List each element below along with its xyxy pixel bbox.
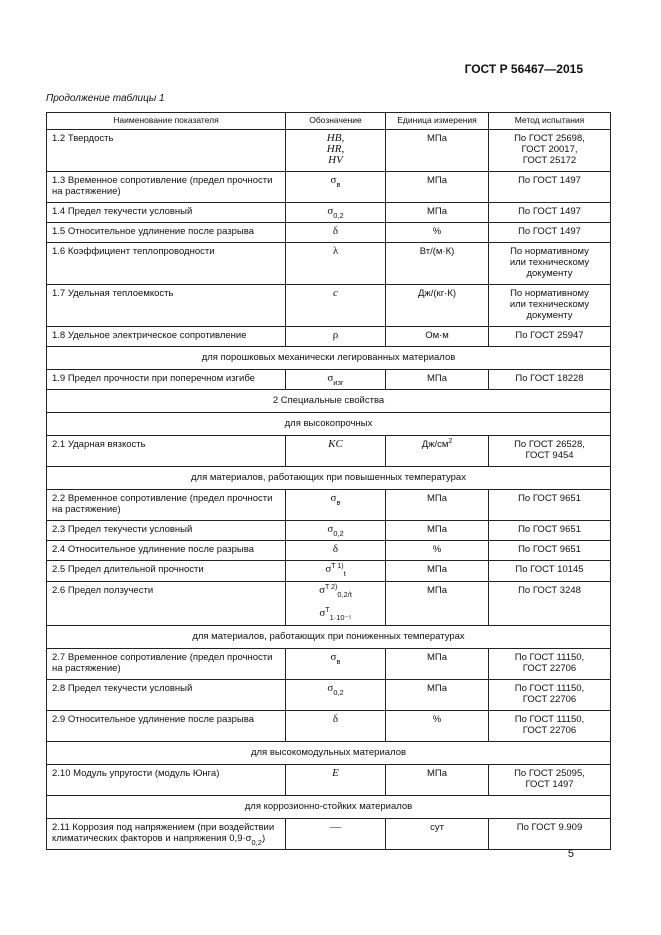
test-method: По нормативному [510, 246, 589, 257]
designation-cell [286, 819, 386, 850]
table-row [47, 223, 611, 243]
designation-cell [286, 561, 386, 582]
unit-value: МПа [426, 493, 448, 504]
test-method: По ГОСТ 25947 [515, 330, 584, 341]
designation-symbol: — [330, 821, 341, 833]
unit-cell [386, 223, 489, 243]
test-method: По ГОСТ 25095, [514, 768, 585, 779]
test-method: По ГОСТ 18228 [515, 373, 584, 384]
section-row [47, 347, 611, 370]
table-row [47, 582, 611, 626]
test-method: По ГОСТ 9651 [518, 493, 581, 504]
designation-symbol-second: σ [319, 607, 326, 619]
property-name: 1.7 Удельная теплоемкость [52, 288, 174, 299]
designation-superscript: T 1) [331, 563, 344, 570]
property-name-cell [47, 172, 286, 203]
test-method: или техническому [509, 299, 590, 310]
unit-value: Дж/см [421, 439, 449, 450]
table-row [47, 490, 611, 521]
property-name: 1.6 Коэффициент теплопроводности [52, 246, 215, 257]
section-row [47, 390, 611, 413]
test-method-cell [489, 370, 611, 390]
unit-cell [386, 819, 489, 850]
property-name-cell [47, 680, 286, 711]
designation-cell [286, 765, 386, 796]
unit-value: МПа [426, 683, 448, 694]
unit-cell [386, 285, 489, 327]
designation-cell [286, 130, 386, 172]
unit-value: МПа [426, 768, 448, 779]
property-name-cell [47, 711, 286, 742]
property-name-cell [47, 203, 286, 223]
property-name-cell [47, 765, 286, 796]
designation-symbol: δ [332, 543, 339, 555]
unit-cell [386, 521, 489, 541]
designation-cell [286, 582, 386, 626]
table-row [47, 819, 611, 850]
property-name: 1.3 Временное сопротивление (предел прочности на растяжение) [52, 175, 273, 197]
designation-cell [286, 243, 386, 285]
property-name: 2.2 Временное сопротивление (предел прочности на растяжение) [52, 493, 273, 515]
property-name-cell [47, 561, 286, 582]
designation-subscript: в [336, 180, 341, 189]
property-name: 1.8 Удельное электрическое сопротивление [52, 330, 247, 341]
test-method-cell [489, 243, 611, 285]
table-row [47, 203, 611, 223]
test-method: По ГОСТ 11150, [514, 714, 585, 725]
property-name: 1.9 Предел прочности при поперечном изгибе [52, 373, 255, 384]
designation-symbol: HR, [326, 143, 345, 155]
property-name: 2.3 Предел текучести условный [52, 524, 193, 535]
test-method: По ГОСТ 11150, [514, 683, 585, 694]
table-body [47, 130, 611, 850]
unit-cell [386, 130, 489, 172]
table-row [47, 243, 611, 285]
property-name-cell [47, 541, 286, 561]
designation-cell [286, 285, 386, 327]
designation-symbol: δ [332, 225, 339, 237]
designation-symbol: HB, [326, 132, 345, 144]
unit-value: Дж/(кг·К) [417, 288, 457, 299]
unit-value: МПа [426, 585, 448, 596]
unit-cell [386, 436, 489, 467]
table-row [47, 561, 611, 582]
test-method-cell [489, 285, 611, 327]
designation-symbol: c [333, 287, 338, 299]
designation-symbol: σ [325, 563, 332, 575]
standard-number: ГОСТ Р 56467—2015 [464, 62, 583, 76]
table-row [47, 285, 611, 327]
unit-cell [386, 711, 489, 742]
designation-subscript: 0,2/t [337, 590, 352, 599]
test-method: По ГОСТ 1497 [518, 226, 581, 237]
property-name: 2.5 Предел длительной прочности [52, 564, 204, 575]
designation-symbol: σ [327, 682, 334, 694]
property-name: 2.1 Ударная вязкость [52, 439, 146, 450]
unit-superscript: 2 [448, 438, 453, 445]
table-row [47, 541, 611, 561]
table-continuation-label: Продолжение таблицы 1 [46, 93, 165, 104]
test-method: По ГОСТ 25698, [514, 133, 585, 144]
designation-symbol: σ [327, 205, 334, 217]
designation-symbol: σ [319, 584, 325, 596]
section-row [47, 467, 611, 490]
unit-value: Ом·м [425, 330, 449, 341]
designation-subscript: в [336, 657, 341, 666]
test-method: ГОСТ 25172 [522, 155, 577, 166]
test-method: ГОСТ 9454 [525, 450, 574, 461]
section-title: для материалов, работающих при пониженных температурах [47, 626, 611, 649]
property-name: 2.10 Модуль упругости (модуль Юнга) [52, 768, 220, 779]
unit-value: МПа [426, 133, 448, 144]
property-name: 1.2 Твердость [52, 133, 114, 144]
property-name-cell [47, 649, 286, 680]
unit-value: МПа [426, 652, 448, 663]
designation-second-subscript: 1·10⁻⁵ [329, 613, 352, 622]
designation-subscript: 0,2 [333, 529, 344, 538]
property-name: 2.7 Временное сопротивление (предел прочности на растяжение) [52, 652, 273, 674]
designation-subscript: в [336, 498, 341, 507]
designation-cell [286, 436, 386, 467]
section-title: для порошковых механически легированных материалов [47, 347, 611, 370]
test-method: По ГОСТ 9651 [518, 544, 581, 555]
designation-subscript: 0,2 [333, 688, 344, 697]
column-header-method: Метод испытания [489, 113, 611, 130]
table-row [47, 765, 611, 796]
designation-symbol: λ [332, 245, 339, 257]
property-name: 2.4 Относительное удлинение после разрыва [52, 544, 254, 555]
property-name-cell [47, 521, 286, 541]
property-name-cell [47, 285, 286, 327]
table-row [47, 327, 611, 347]
property-name-cell [47, 582, 286, 626]
column-header-name: Наименование показателя [47, 113, 286, 130]
unit-cell [386, 490, 489, 521]
section-row [47, 796, 611, 819]
designation-symbol: E [332, 767, 339, 779]
unit-cell [386, 370, 489, 390]
designation-cell [286, 203, 386, 223]
unit-cell [386, 582, 489, 626]
test-method-cell [489, 561, 611, 582]
property-name: 2.9 Относительное удлинение после разрыва [52, 714, 254, 725]
designation-symbol: δ [332, 713, 339, 725]
unit-value: сут [430, 822, 444, 833]
designation-symbol: σ [330, 174, 337, 186]
test-method: По ГОСТ 3248 [518, 585, 581, 596]
designation-symbol: HV [328, 154, 343, 166]
test-method: По ГОСТ 1497 [518, 175, 581, 186]
test-method-cell [489, 130, 611, 172]
designation-cell [286, 327, 386, 347]
test-method: По ГОСТ 9.909 [516, 822, 583, 833]
test-method-cell [489, 327, 611, 347]
table-row [47, 172, 611, 203]
property-name: 1.5 Относительное удлинение после разрыва [52, 226, 254, 237]
page-number: 5 [567, 848, 574, 860]
property-name-cell [47, 243, 286, 285]
unit-value: МПа [426, 564, 448, 575]
table-row [47, 370, 611, 390]
unit-cell [386, 561, 489, 582]
designation-subscript: t [343, 569, 346, 578]
test-method: ГОСТ 1497 [525, 779, 574, 790]
designation-cell [286, 541, 386, 561]
designation-cell [286, 490, 386, 521]
test-method: По ГОСТ 10145 [515, 564, 584, 575]
designation-cell [286, 649, 386, 680]
section-title: для материалов, работающих при повышенных температурах [47, 467, 611, 490]
test-method: ГОСТ 22706 [522, 663, 577, 674]
designation-symbol: ρ [332, 329, 339, 341]
designation-symbol: σ [327, 523, 334, 535]
test-method-cell [489, 541, 611, 561]
test-method: По ГОСТ 11150, [514, 652, 585, 663]
column-header-unit: Единица измерения [386, 113, 489, 130]
test-method-cell [489, 711, 611, 742]
table-row [47, 436, 611, 467]
test-method: ГОСТ 22706 [522, 725, 577, 736]
unit-value: МПа [426, 206, 448, 217]
designation-subscript: изг [333, 378, 344, 387]
section-row [47, 626, 611, 649]
test-method: По ГОСТ 1497 [518, 206, 581, 217]
property-name-cell [47, 130, 286, 172]
property-name-cell [47, 490, 286, 521]
property-name-cell [47, 436, 286, 467]
property-name-subscript: 0,2 [251, 838, 262, 847]
test-method: документу [526, 268, 573, 279]
test-method-cell [489, 436, 611, 467]
property-name-cell [47, 223, 286, 243]
section-title: для высокомодульных материалов [47, 742, 611, 765]
property-name: 2.8 Предел текучести условный [52, 683, 193, 694]
column-header-designation: Обозначение [286, 113, 386, 130]
unit-cell [386, 649, 489, 680]
designation-cell [286, 370, 386, 390]
property-name-cell [47, 819, 286, 850]
test-method-cell [489, 521, 611, 541]
test-method-cell [489, 680, 611, 711]
unit-value: МПа [426, 175, 448, 186]
unit-cell [386, 327, 489, 347]
test-method: ГОСТ 22706 [522, 694, 577, 705]
unit-cell [386, 680, 489, 711]
property-name-tail: ) [261, 833, 266, 844]
test-method-cell [489, 819, 611, 850]
table-header-row [47, 113, 611, 130]
designation-symbol: KC [328, 438, 343, 450]
table-row [47, 649, 611, 680]
test-method-cell [489, 490, 611, 521]
property-name: 2.6 Предел ползучести [52, 585, 154, 596]
test-method: или техническому [509, 257, 590, 268]
unit-cell [386, 765, 489, 796]
unit-value: % [432, 226, 442, 237]
unit-cell [386, 243, 489, 285]
designation-symbol: σ [330, 651, 337, 663]
designation-cell [286, 223, 386, 243]
section-title: 2 Специальные свойства [47, 390, 611, 413]
section-title: для высокопрочных [47, 413, 611, 436]
unit-value: МПа [426, 524, 448, 535]
test-method-cell [489, 172, 611, 203]
designation-symbol: σ [330, 492, 337, 504]
table-row [47, 680, 611, 711]
designation-subscript: 0,2 [333, 211, 344, 220]
designation-cell [286, 172, 386, 203]
property-name-cell [47, 327, 286, 347]
table-row [47, 711, 611, 742]
unit-cell [386, 203, 489, 223]
designation-second-superscript: T [325, 607, 330, 614]
designation-superscript: T 2) [325, 584, 338, 591]
unit-value: Вт/(м·К) [419, 246, 455, 257]
section-row [47, 413, 611, 436]
unit-value: % [432, 714, 442, 725]
test-method: По ГОСТ 26528, [514, 439, 585, 450]
property-name-cell [47, 370, 286, 390]
test-method: документу [526, 310, 573, 321]
test-method-cell [489, 765, 611, 796]
property-name: 2.11 Коррозия под напряжением (при воздействии климатических факторов и напряжения 0,9·σ [52, 822, 275, 844]
test-method-cell [489, 223, 611, 243]
test-method: ГОСТ 20017, [521, 144, 578, 155]
section-title: для коррозионно-стойких материалов [47, 796, 611, 819]
designation-cell [286, 680, 386, 711]
test-method: По ГОСТ 9651 [518, 524, 581, 535]
test-method-cell [489, 203, 611, 223]
unit-value: МПа [426, 373, 448, 384]
unit-cell [386, 172, 489, 203]
unit-value: % [432, 544, 442, 555]
properties-table [46, 112, 611, 850]
property-name: 1.4 Предел текучести условный [52, 206, 193, 217]
test-method: По нормативному [510, 288, 589, 299]
table-row [47, 130, 611, 172]
test-method-cell [489, 649, 611, 680]
table-row [47, 521, 611, 541]
designation-cell [286, 521, 386, 541]
section-row [47, 742, 611, 765]
designation-symbol: σ [327, 372, 334, 384]
designation-cell [286, 711, 386, 742]
test-method-cell [489, 582, 611, 626]
unit-cell [386, 541, 489, 561]
